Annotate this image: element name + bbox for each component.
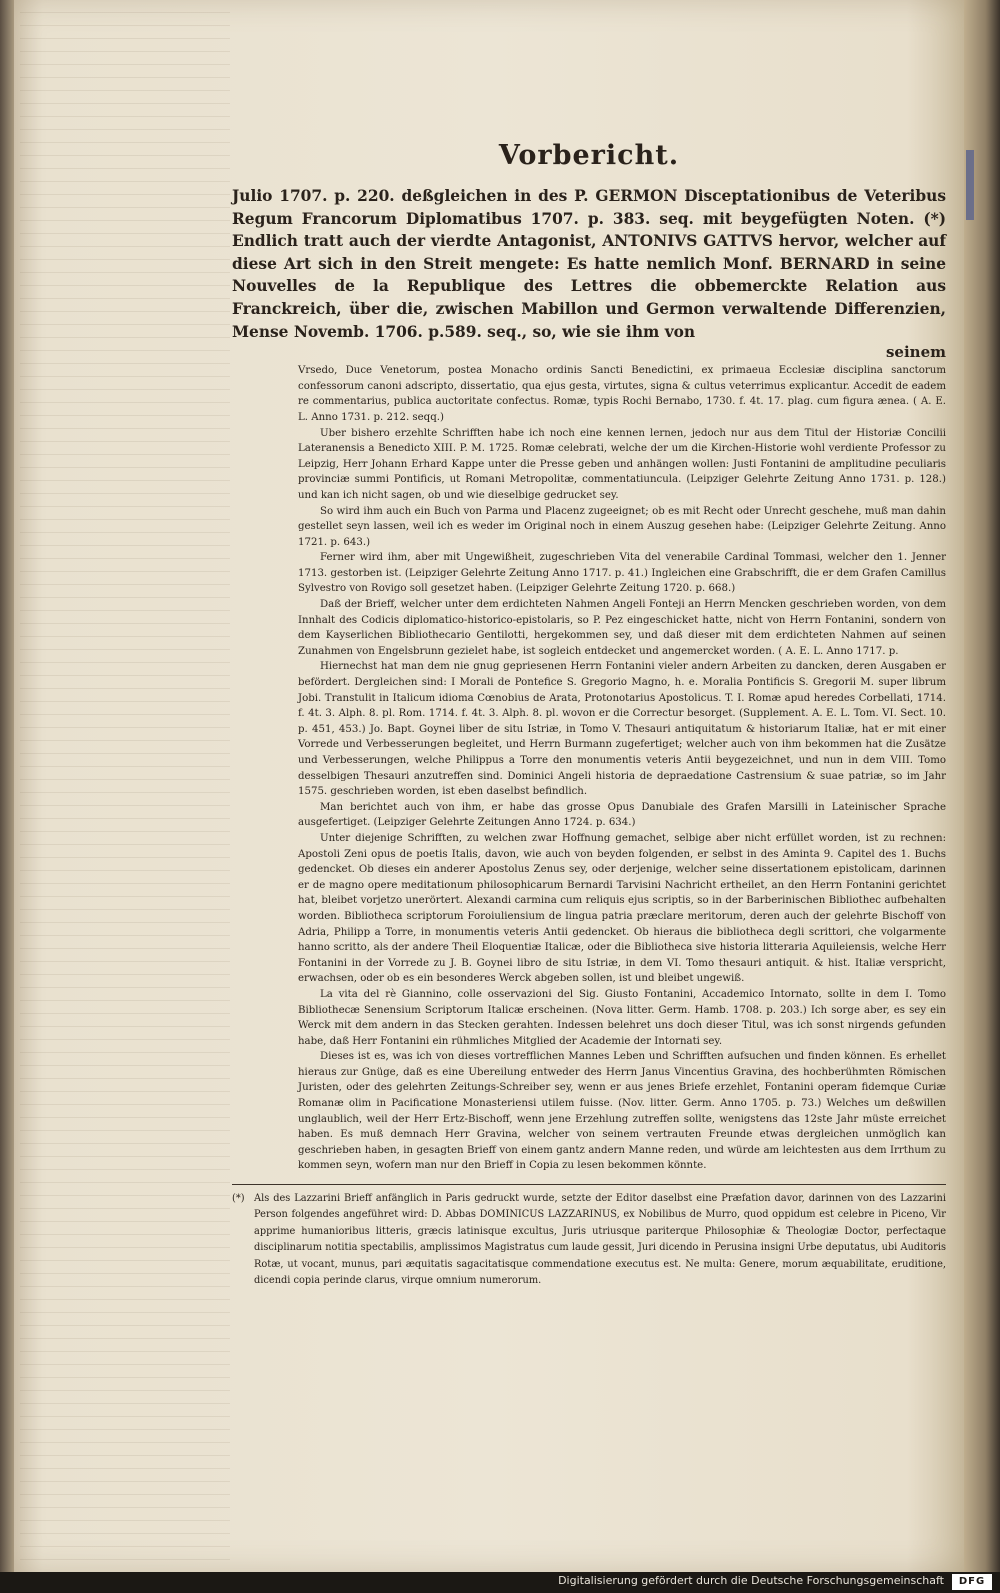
footnote-text: Als des Lazzarini Brieff anfänglich in Paris gedruckt wurde, setzte der Editor daselbst eine Præfation davor, darinnen von des Lazzarini Person folgendes angeführet wird: D. Abbas DOMINICUS LAZZARINUS, ex Nobilibus de Murro, quod oppidum est celebre in Piceno, Vir apprime humanioribus litteris, græcis latinisque excultus, Juris utriusque pariterque Philosophiæ & Theologiæ Doctor, perfectaque disciplinarum notitia spectabilis, amplissimos Magistratus cum laude gessit, Juri dicendo in Perusina insigni Urbe deputatus, ubi Auditoris Rotæ, ut vocant, munus, pari æquitatis sagacitatisque commendatione executus est. Ne multa: Genere, morum æquabilitate, eruditione, dicendi copia perinde clarus, virque omnium numerorum. bbox=[254, 1193, 946, 1287]
paragraph: Hiernechst hat man dem nie gnug gepriesenen Herrn Fontanini vieler andern Arbeiten zu dancken, deren Ausgaben er befördert. Dergleichen sind: I Morali de Pontefice S. Gregorio Magno, h. e. Moralia Pontificis S. Gregorii M. super librum Jobi. Transtulit in Italicum idioma Cœnobius de Arata, Protonotarius Apostolicus. T. I. Romæ apud heredes Corbellati, 1714. f. 4t. 3. Alph. 8. pl. Rom. 1714. f. 4t. 3. Alph. 8. pl. wovon er die Correctur besorget. (Supplement. A. E. L. Tom. VI. Sect. 10. p. 451, 453.) Jo. Bapt. Goynei liber de situ Istriæ, in Tomo V. Thesauri antiquitatum & historiarum Italiæ, hat er mit einer Vorrede und Verbesserungen begleitet, und Herrn Burmann zugefertiget; welcher auch von ihm bekommen hat die Zusätze und Verbesserungen, welche Philippus a Torre den monumentis veteris Antii beygezeichnet, und nun in dem VIII. Tomo desselbigen Thesauri anzutreffen sind. Dominici Angeli historia de depraedatione Castrensium & suae patriæ, so im Jahr 1575. geschrieben worden, ist eben daselbst befindlich. bbox=[298, 661, 946, 798]
paragraph: Ferner wird ihm, aber mit Ungewißheit, zugeschrieben Vita del venerabile Cardinal Tommasi, welcher den 1. Jenner 1713. gestorben ist. (Leipziger Gelehrte Zeitung Anno 1717. p. 41.) Ingleichen eine Grabschrifft, die er dem Grafen Camillus Sylvestro von Rovigo soll gesetzet haben. (Leipziger Gelehrte Zeitung 1720. p. 668.) bbox=[298, 552, 946, 595]
paragraph: La vita del rè Giannino, colle osservazioni del Sig. Giusto Fontanini, Accademico Intornato, sollte in dem I. Tomo Bibliothecæ Senensium Scriptorum Italicæ erscheinen. (Nova litter. Germ. Hamb. 1708. p. 203.) Ich sorge aber, es sey ein Werck mit dem andern in das Stecken gerahten. Indessen belehret uns doch dieser Titul, was ich sonst nirgends gefunden habe, daß Herr Fontanini ein rühmliches Mitglied der Academie der Intornati sey. bbox=[298, 988, 946, 1047]
body-text bbox=[298, 363, 946, 1174]
paragraph: Vrsedo, Duce Venetorum, postea Monacho ordinis Sancti Benedictini, ex primaeua Ecclesiæ disciplina sanctorum confessorum canoni adscripto, dissertatio, qua ejus gesta, virtutes, signa & cultus veterrimus explicantur. Accedit de eadem re commentarius, publica auctoritate confectus. Romæ, typis Rochi Bernabo, 1730. f. 4t. 17. plag. cum figura ænea. ( A. E. L. Anno 1731. p. 212. seqq.) bbox=[298, 365, 946, 423]
footnote-mark: (*) bbox=[232, 1193, 245, 1205]
paragraph: Dieses ist es, was ich von dieses vortrefflichen Mannes Leben und Schrifften aufsuchen und finden können. Es erhellet hieraus zur Gnüge, daß es eine Ubereilung entweder des Herrn Janus Vincentius Gravina, des hochberühmten Römischen Juristen, oder des gelehrten Zeitungs-Schreiber sey, wenn er aus jenes Briefe erzehlet, Fontanini operam fidemque Curiæ Romanæ olim in Pacificatione Monasteriensi utilem fuisse. (Nov. litter. Germ. Anno 1705. p. 73.) Welches um deßwillen unglaublich, weil der Herr Ertz-Bischoff, wenn jene Erzehlung zutreffen sollte, wenigstens das 12ste Jahr müste erreichet haben. Es muß demnach Herr Gravina, welcher von seinem vertrauten Freunde etwas dergleichen unmöglich kan geschrieben haben, in gesagten Brieff von einem gantz andern Manne reden, und würde am leichtesten aus dem Irrthum zu kommen seyn, wofern man nur den Brieff in Copia zu lesen bekommen könnte. bbox=[298, 1051, 946, 1172]
dfg-logo: DFG bbox=[952, 1574, 992, 1590]
page-edge-strip bbox=[964, 0, 1000, 1572]
footnote-rule bbox=[232, 1184, 946, 1185]
paragraph: So wird ihm auch ein Buch von Parma und Placenz zugeeignet; ob es mit Recht oder Unrecht geschehe, muß man dahin gestellet seyn lassen, weil ich es weder im Original noch in einem Auszug gesehen habe: (Leipziger Gelehrte Zeitung. Anno 1721. p. 643.) bbox=[298, 505, 946, 548]
paragraph: Man berichtet auch von ihm, er habe das grosse Opus Danubiale des Grafen Marsilli in Lateinischer Sprache ausgefertiget. (Leipziger Gelehrte Zeitungen Anno 1724. p. 634.) bbox=[298, 801, 946, 829]
paragraph: Unter diejenige Schrifften, zu welchen zwar Hoffnung gemachet, selbige aber nicht erfüllet worden, ist zu rechnen: Apostoli Zeni opus de poetis Italis, davon, wie auch von beyden folgenden, er selbst in des Aminta 9. Capitel des 1. Buchs gedencket. Ob dieses ein anderer Apostolus Zenus sey, oder derjenige, welcher seine dissertationem epistolicam, darinnen er de magno opere meditationum philosophicarum Bernardi Tarvisini Nachricht ertheilet, an den Herrn Fontanini gerichtet hat, bleibet vorjetzo unerörtert. Alexandi carmina cum reliquis ejus scriptis, so in der Barberinischen Bibliothec aufbehalten worden. Bibliotheca scriptorum Foroiuliensium de lingua patria præclare meritorum, deren auch der gelehrte Bischoff von Adria, Philipp a Torre, in monumentis veteris Antii gedencket. Ob hieraus die bibliotheca degli scrittori, che volgarmente hanno scritto, als der andere Theil Eloquentiæ Italicæ, oder die Bibliotheca sive historia litteraria Aquileiensis, welche Herr Fontanini in der Vorrede zu J. B. Goynei libro de situ Istriæ, in dem VI. Tomo thesauri antiquit. & hist. Italiæ verspricht, erwachsen, oder ob es ein besonderes Werck abgeben sollen, ist und bleibet ungewiß. bbox=[298, 832, 946, 985]
show-through-texture bbox=[20, 0, 230, 1572]
paragraph: Daß der Brieff, welcher unter dem erdichteten Nahmen Angeli Fonteji an Herrn Mencken geschrieben worden, von dem Innhalt des Codicis diplomatico-historico-epistolaris, so P. Pez eingeschicket hatte, nicht von Herrn Fontanini, sondern von dem Kayserlichen Bibliothecario Gentilotti, hergekommen sey, und daß dieser mit dem erdichteten Nahmen auf seinen Zunahmen von Engelsbrunn gezielet habe, ist sogleich entdecket und angemercket worden. ( A. E. L. Anno 1717. p. bbox=[298, 599, 946, 657]
paragraph: Uber bishero erzehlte Schrifften habe ich noch eine kennen lernen, jedoch nur aus dem Titul der Historiæ Concilii Lateranensis a Benedicto XIII. P. M. 1725. Romæ celebrati, welche der um die Kirchen-Historie wohl verdiente Professor zu Leipzig, Herr Johann Erhard Kappe unter die Presse geben und anhängen wollen: Justi Fontanini de amplitudine peculiaris provinciæ summi Pontificis, ut Romani Metropolitæ, commentatiuncula. (Leipziger Gelehrte Zeitung Anno 1731. p. 128.) und kan ich nicht sagen, ob und wie dieselbige gedrucket sey. bbox=[298, 427, 946, 501]
footer-credit: Digitalisierung gefördert durch die Deutsche Forschungsgemeinschaft bbox=[558, 1574, 944, 1587]
color-marker-tab bbox=[966, 150, 974, 220]
page-title: Vorbericht. bbox=[498, 140, 680, 171]
footnote bbox=[232, 1191, 946, 1289]
page-content bbox=[232, 140, 946, 1289]
binding-edge bbox=[0, 0, 14, 1572]
catchword: seinem bbox=[885, 343, 946, 362]
lead-paragraph: Julio 1707. p. 220. deßgleichen in des P. GERMON Disceptationibus de Veteribus Regum Francorum Diplomatibus 1707. p. 383. seq. mit beygefügten Noten. (*) Endlich tratt auch der vierdte Antagonist, ANTONIVS GATTVS hervor, welcher auf diese Art sich in den Streit mengete: Es hatte nemlich Monf. BERNARD in seine Nouvelles de la Republique des Lettres die obbemerckte Relation aus Franckreich, über die, zwischen Mabillon und Germon verwaltende Differenzien, Mense Novemb. 1706. p.589. seq., so, wie sie ihm von bbox=[232, 187, 946, 341]
